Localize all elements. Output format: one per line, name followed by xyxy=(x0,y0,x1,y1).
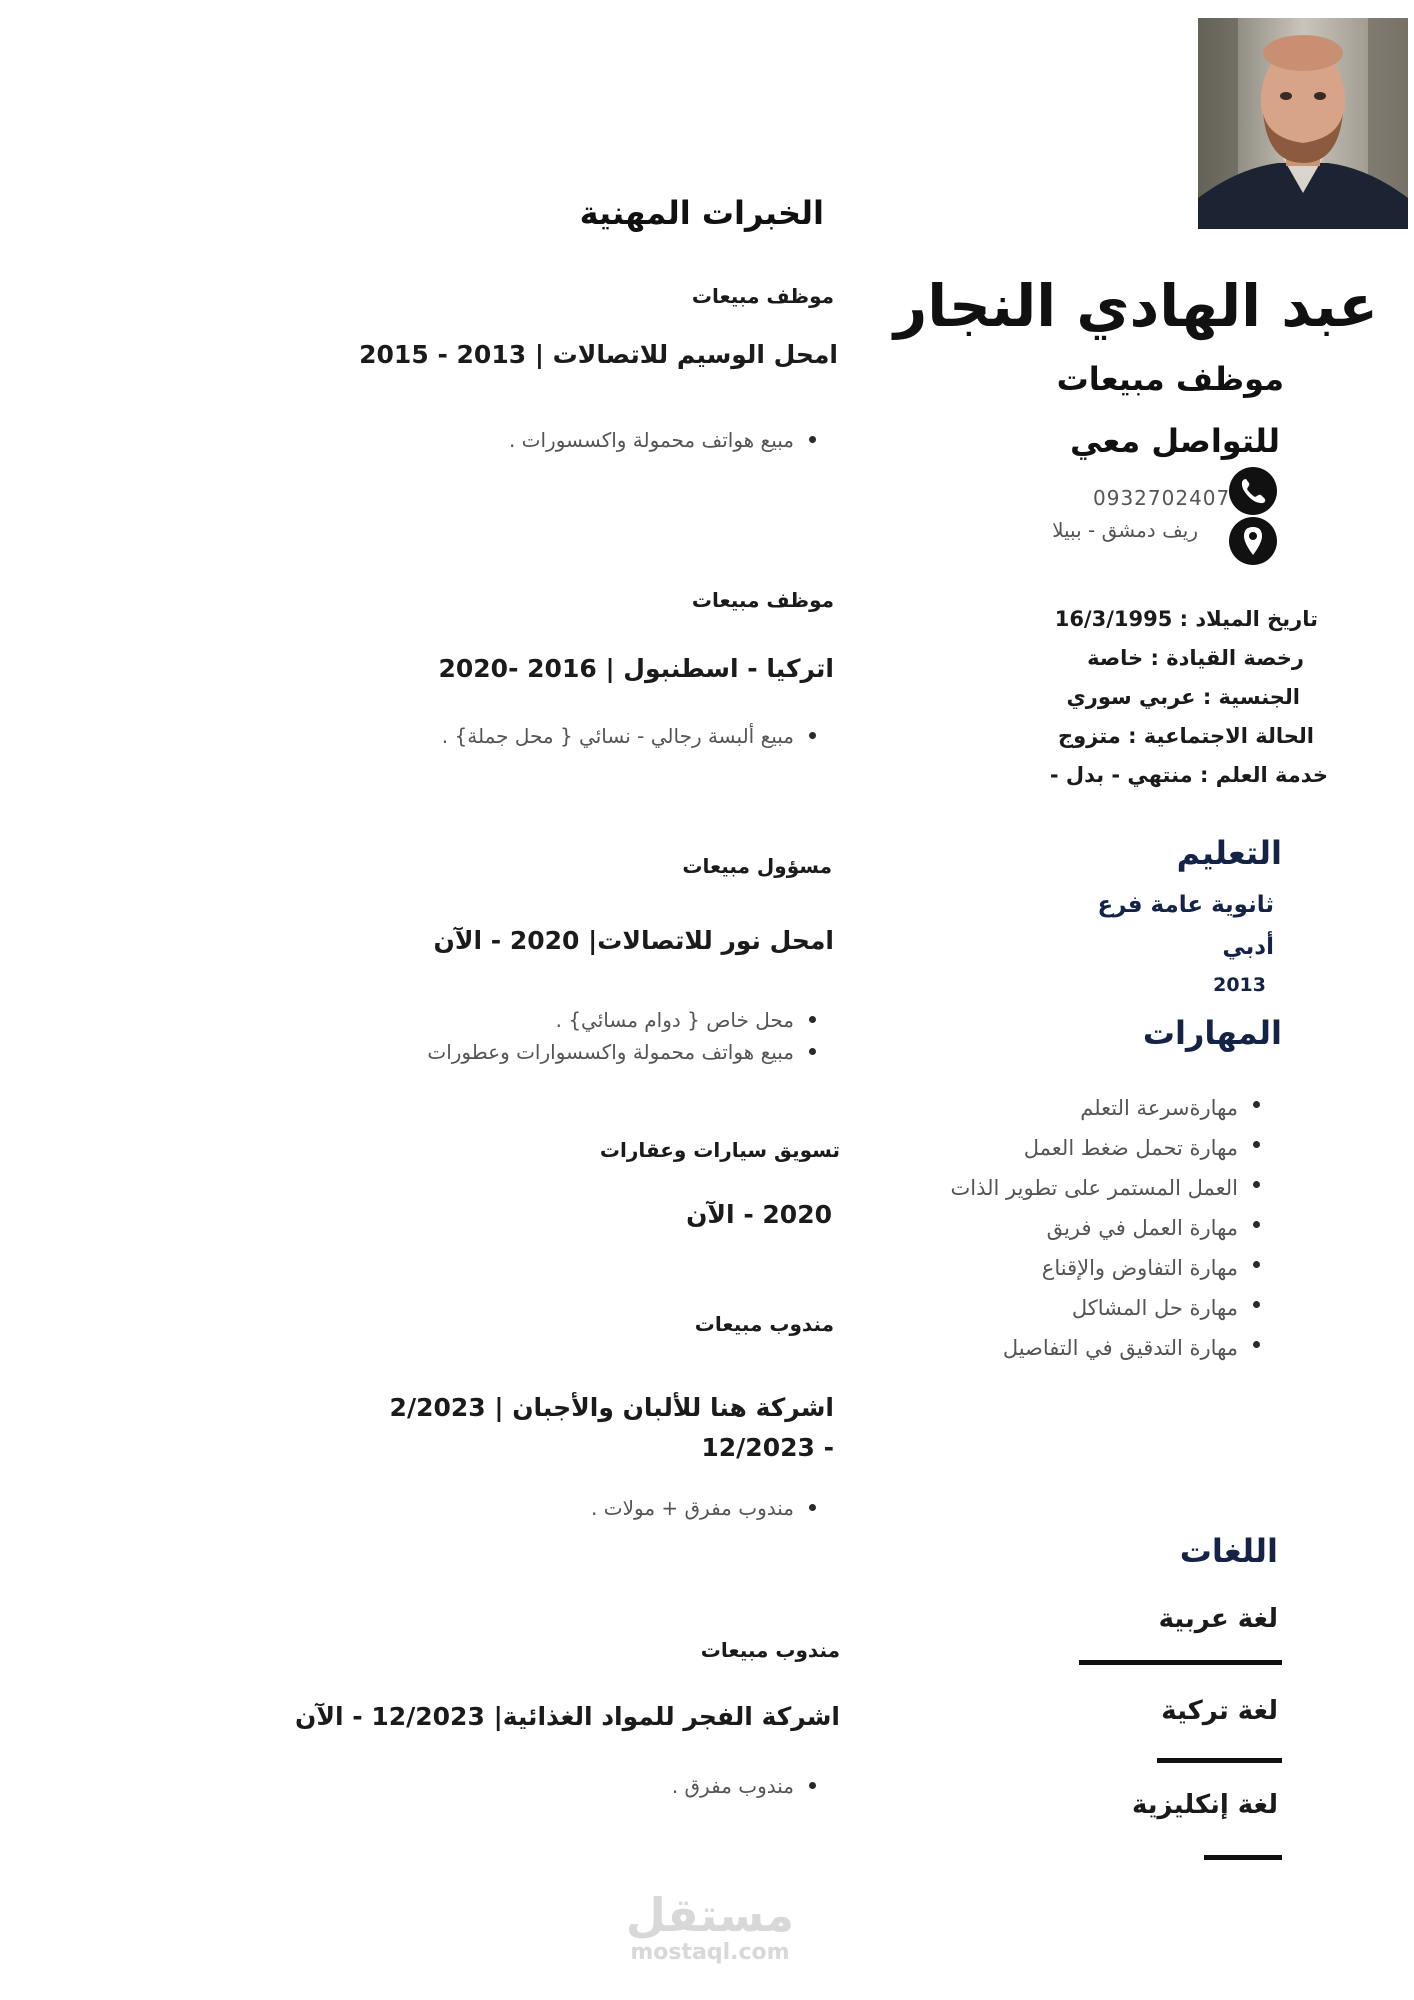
skill-item: مهارة العمل في فريق xyxy=(951,1208,1264,1248)
skill-item: مهارة التدقيق في التفاصيل xyxy=(951,1328,1264,1368)
skill-item: مهارة تحمل ضغط العمل xyxy=(951,1128,1264,1168)
job-2-bullets xyxy=(442,720,820,752)
education-year: 2013 xyxy=(1213,974,1266,996)
candidate-name: عبد الهادي النجار xyxy=(893,272,1378,340)
birth-date: تاريخ الميلاد : 16/3/1995 xyxy=(1054,607,1318,631)
education-degree: ثانوية عامة فرع xyxy=(1097,892,1274,918)
job-1-company: امحل الوسيم للاتصالات | 2013 - 2015 xyxy=(359,340,838,369)
skill-item: مهارةسرعة التعلم xyxy=(951,1088,1264,1128)
skill-item: العمل المستمر على تطوير الذات xyxy=(951,1168,1264,1208)
job-2-company: اتركيا - اسطنبول | 2016 -2020 xyxy=(438,654,834,683)
candidate-title: موظف مبيعات xyxy=(1056,360,1284,398)
job-1-bullets xyxy=(509,424,820,456)
language-turkish: لغة تركية xyxy=(1161,1696,1278,1726)
job-3-bullet: مبيع هواتف محمولة واكسسوارات وعطورات xyxy=(427,1036,820,1068)
language-arabic: لغة عربية xyxy=(1158,1604,1278,1634)
location-pin-icon xyxy=(1229,517,1277,565)
job-3-bullet: محل خاص { دوام مسائي} . xyxy=(427,1004,820,1036)
skill-item: مهارة حل المشاكل xyxy=(951,1288,1264,1328)
education-heading: التعليم xyxy=(1176,834,1282,872)
job-5-bullet: مندوب مفرق + مولات . xyxy=(591,1492,820,1524)
contact-heading: للتواصل معي xyxy=(1069,422,1280,460)
job-6-bullets xyxy=(672,1770,820,1802)
language-english-level-bar xyxy=(1204,1855,1282,1860)
job-1-bullet: مبيع هواتف محمولة واكسسورات . xyxy=(509,424,820,456)
job-3-company: امحل نور للاتصالات| 2020 - الآن xyxy=(433,926,834,955)
languages-heading: اللغات xyxy=(1179,1532,1278,1570)
watermark-latin: mostaql.com xyxy=(630,1940,790,1965)
job-5-title: مندوب مبيعات xyxy=(694,1312,834,1336)
language-turkish-level-bar xyxy=(1157,1758,1282,1763)
marital-status: الحالة الاجتماعية : متزوج xyxy=(1057,724,1314,748)
experience-heading: الخبرات المهنية xyxy=(579,194,824,232)
language-english: لغة إنكليزية xyxy=(1132,1790,1278,1820)
driving-license: رخصة القيادة : خاصة xyxy=(1087,646,1304,670)
skill-item: مهارة التفاوض والإقناع xyxy=(951,1248,1264,1288)
job-6-bullet: مندوب مفرق . xyxy=(672,1770,820,1802)
skills-list xyxy=(951,1088,1264,1368)
phone-number: 0932702407 xyxy=(1093,486,1231,510)
phone-icon xyxy=(1229,467,1277,515)
profile-photo xyxy=(1198,18,1408,229)
language-arabic-level-bar xyxy=(1079,1660,1282,1665)
watermark-arabic: مستقل xyxy=(625,1888,795,1942)
watermark xyxy=(610,1890,810,1965)
job-2-bullet: مبيع ألبسة رجالي - نسائي { محل جملة} . xyxy=(442,720,820,752)
job-2-title: موظف مبيعات xyxy=(691,588,834,612)
nationality: الجنسية : عربي سوري xyxy=(1066,685,1300,709)
skills-heading: المهارات xyxy=(1142,1014,1282,1052)
education-branch: أدبي xyxy=(1222,934,1274,960)
job-4-company: 2020 - الآن xyxy=(686,1200,832,1229)
job-1-title: موظف مبيعات xyxy=(691,284,834,308)
job-6-company: اشركة الفجر للمواد الغذائية| 12/2023 - الآن xyxy=(295,1702,840,1731)
location-text: ريف دمشق - ببيلا xyxy=(1052,518,1198,542)
job-5-company: اشركة هنا للألبان والأجبان | 2/2023 - 12/2023 xyxy=(389,1393,834,1462)
job-5-bullets xyxy=(591,1492,820,1524)
military-service: خدمة العلم : منتهي - بدل - xyxy=(1049,763,1328,787)
job-4-title: تسويق سيارات وعقارات xyxy=(599,1138,840,1162)
profile-photo-image xyxy=(1198,18,1408,229)
job-6-title: مندوب مبيعات xyxy=(700,1638,840,1662)
job-3-title: مسؤول مبيعات xyxy=(682,854,832,878)
job-3-bullets xyxy=(427,1004,820,1068)
personal-info xyxy=(908,600,1328,795)
